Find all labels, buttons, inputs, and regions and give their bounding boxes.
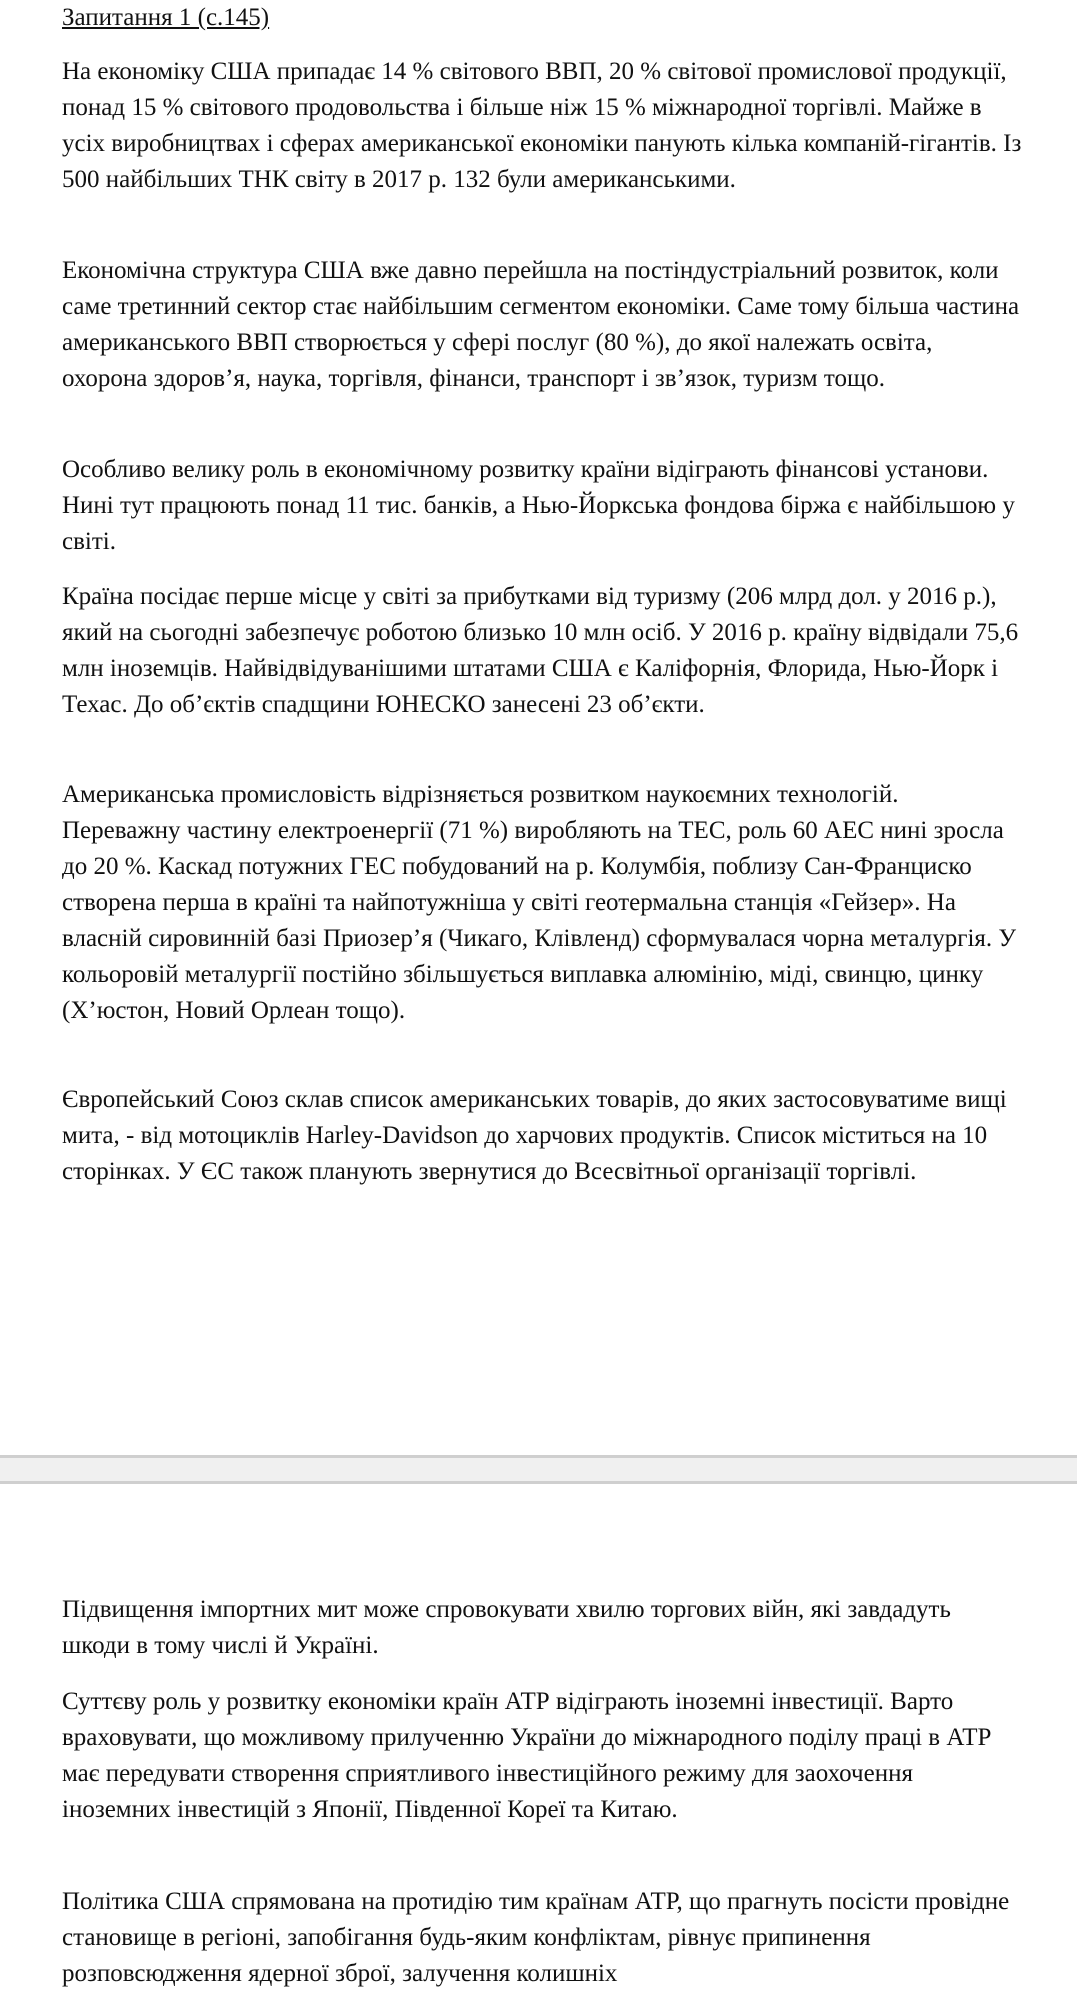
paragraph-eu-tariffs: Європейський Союз склав список американських товарів, до яких застосовуватиме вищі мита, - від мотоциклів Harley-Davidson до харчових продуктів. Список міститься на 10 сторінках. У ЄС також планують звернутися до Всесвітньої організації торгівлі. <box>62 1086 1007 1185</box>
paragraph-trade-wars: Підвищення імпортних мит може спровокувати хвилю торгових війн, які завдадуть шкоди в тому числі й Україні. <box>62 1596 951 1659</box>
question-heading: Запитання 1 (с.145) <box>62 4 270 31</box>
paragraph-economy-share: На економіку США припадає 14 % світового ВВП, 20 % світової промислової продукції, понад 15 % світового продовольства і більше ніж 15 % міжнародної торгівлі. Майже в усіх виробництвах і сферах американської економіки панують кілька компаній-гігантів. Із 500 найбільших ТНК світу в 2017 р. 132 були американськими. <box>62 58 1022 193</box>
paragraph-us-policy: Політика США спрямована на протидію тим країнам АТР, що прагнуть посісти провідне становище в регіоні, запобігання будь-яким конфліктам, рівнує припинення розповсюдження ядерної зброї, залучення колишніх <box>62 1888 1010 1987</box>
paragraph-economic-structure: Економічна структура США вже давно перейшла на постіндустріальний розвиток, коли саме третинний сектор стає найбільшим сегментом економіки. Саме тому більша частина американського ВВП створюється у сфері послуг (80 %), до якої належать освіта, охорона здоров’я, наука, торгівля, фінанси, транспорт і зв’язок, туризм тощо. <box>62 257 1020 392</box>
paragraph-financial-institutions: Особливо велику роль в економічному розвитку країни відіграють фінансові установи. Нині тут працюють понад 11 тис. банків, а Нью-Йоркська фондова біржа є найбільшою у світі. <box>62 456 1015 555</box>
paragraph-tourism: Країна посідає перше місце у світі за прибутками від туризму (206 млрд дол. у 2016 р.), який на сьогодні забезпечує роботою близько 10 млн осіб. У 2016 р. країну відвідали 75,6 млн іноземців. Найвідвідуванішими штатами США є Каліфорнія, Флорида, Нью-Йорк і Техас. До об’єктів спадщини ЮНЕСКО занесені 23 об’єкти. <box>62 583 1019 718</box>
document-page-2 <box>0 1484 1077 1987</box>
page-separator <box>0 1455 1077 1484</box>
paragraph-industry: Американська промисловість відрізняється розвитком наукоємних технологій. Переважну частину електроенергії (71 %) виробляють на ТЕС, роль 60 АЕС нині зросла до 20 %. Каскад потужних ГЕС побудований на р. Колумбія, поблизу Сан-Франциско створена перша в країні та найпотужніша у світі геотермальна станція «Гейзер». На власній сировинній базі Приозер’я (Чикаго, Клівленд) сформувалася чорна металургія. У кольоровій металургії постійно збільшується виплавка алюмінію, міді, свинцю, цинку (Х’юстон, Новий Орлеан тощо). <box>62 781 1017 1024</box>
paragraph-foreign-investment: Суттєву роль у розвитку економіки країн АТР відіграють іноземні інвестиції. Варто враховувати, що можливому прилученню України до міжнародного поділу праці в АТР має передувати створення сприятливого інвестиційного режиму для заохочення іноземних інвестицій з Японії, Південної Кореї та Китаю. <box>62 1688 992 1823</box>
